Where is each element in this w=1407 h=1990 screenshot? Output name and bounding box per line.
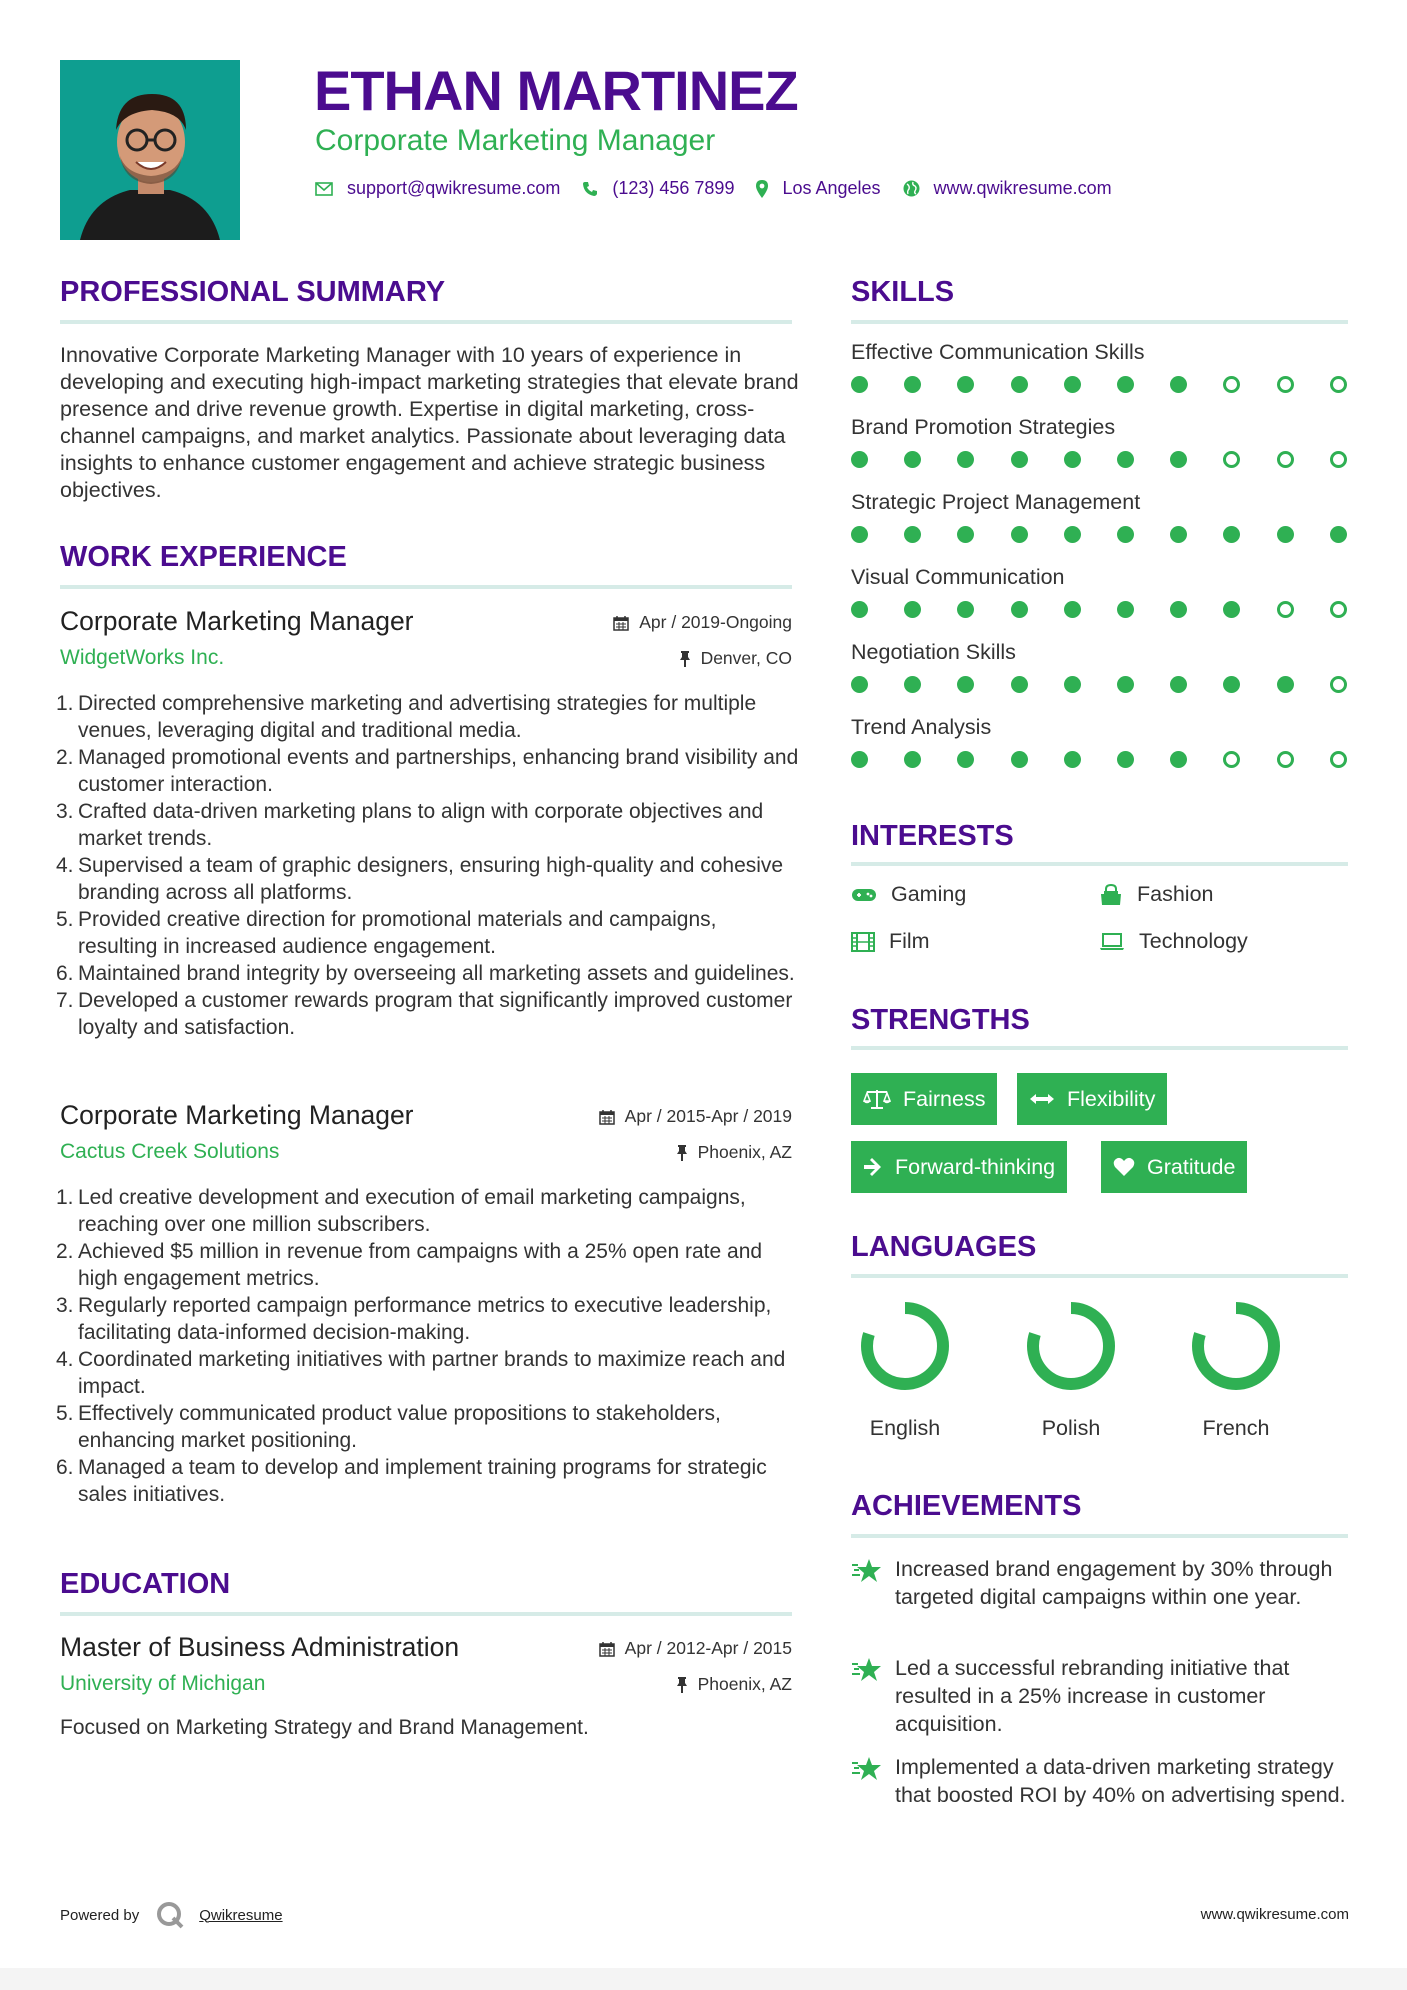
- skill-dot-filled: [957, 601, 974, 618]
- contact-website-text: www.qwikresume.com: [933, 178, 1112, 198]
- language-item: [1181, 1296, 1291, 1441]
- skill-dot-filled: [904, 676, 921, 693]
- skill-name: Brand Promotion Strategies: [851, 415, 1116, 439]
- list-number: 3.: [56, 1294, 74, 1317]
- skill-dot-filled: [1117, 451, 1134, 468]
- list-number: 2.: [56, 746, 74, 769]
- language-label: English: [869, 1416, 941, 1440]
- shopping-bag-icon: [1099, 884, 1123, 906]
- arrow-right-icon: [863, 1158, 883, 1176]
- strength-badge: [851, 1073, 997, 1125]
- school-name: University of Michigan: [60, 1672, 266, 1695]
- list-item: [56, 1454, 800, 1508]
- skill-dot-filled: [957, 451, 974, 468]
- list-text: Developed a customer rewards program that significantly improved customer loyalty and satisfaction.: [78, 989, 793, 1039]
- skill-dot-filled: [1011, 526, 1028, 543]
- page-bottom-band: [0, 1968, 1407, 1990]
- skill-dot-filled: [851, 751, 868, 768]
- list-text: Managed promotional events and partnerships, enhancing brand visibility and customer interaction.: [78, 746, 799, 796]
- list-item: [56, 987, 800, 1041]
- education-entry: [60, 1632, 792, 1762]
- achievement-text: Increased brand engagement by 30% through targeted digital campaigns within one year.: [895, 1557, 1333, 1609]
- skill-rating: [851, 751, 1351, 771]
- list-number: 6.: [56, 962, 74, 985]
- skill-name: Trend Analysis: [851, 715, 992, 739]
- skill-dot-empty: [1277, 376, 1294, 393]
- list-text: Supervised a team of graphic designers, ensuring high-quality and cohesive branding across all platforms.: [78, 854, 784, 904]
- education-location: [676, 1674, 792, 1695]
- candidate-name: ETHAN MARTINEZ: [314, 59, 798, 122]
- strength-badge: [1017, 1073, 1167, 1125]
- skill-dot-filled: [957, 676, 974, 693]
- skill-dot-filled: [1011, 601, 1028, 618]
- list-item: [56, 1184, 800, 1238]
- skill-dot-filled: [851, 526, 868, 543]
- skill-dot-filled: [1064, 451, 1081, 468]
- list-text: Achieved $5 million in revenue from campaigns with a 25% open rate and high engagement metrics.: [78, 1240, 763, 1290]
- calendar-icon: [613, 615, 629, 631]
- skill-dot-filled: [1117, 526, 1134, 543]
- summary-text: Innovative Corporate Marketing Manager with 10 years of experience in developing and executing high-impact marketing strategies that elevate brand presence and drive revenue growth. Expertise in digital marketing, cross-channel campaigns, and market analytics. Passionate about leveraging data insights to enhance customer engagement and achieve strategic business objectives.: [60, 343, 799, 502]
- skills-heading: SKILLS: [851, 276, 955, 308]
- skill-dot-filled: [851, 376, 868, 393]
- list-item: [56, 744, 800, 798]
- achievement-text: Led a successful rebranding initiative that resulted in a 25% increase in customer acquisition.: [895, 1656, 1290, 1736]
- list-number: 6.: [56, 1456, 74, 1479]
- list-number: 7.: [56, 989, 74, 1012]
- strengths-rule: [851, 1046, 1348, 1050]
- interests-heading: INTERESTS: [851, 820, 1014, 852]
- list-number: 1.: [56, 1186, 74, 1209]
- skill-dot-filled: [1277, 676, 1294, 693]
- job-location: [676, 1142, 792, 1163]
- contact-location: [756, 178, 880, 199]
- balance-scale-icon: [863, 1088, 891, 1110]
- education-heading: EDUCATION: [60, 1568, 231, 1600]
- skill-rating: [851, 676, 1351, 696]
- achievements-heading: ACHIEVEMENTS: [851, 1490, 1082, 1522]
- skill-dot-empty: [1330, 376, 1347, 393]
- job-date-text: Apr / 2019-Ongoing: [639, 612, 792, 632]
- skill-name: Negotiation Skills: [851, 640, 1016, 664]
- skill-dot-empty: [1223, 451, 1240, 468]
- interest-label: Film: [889, 929, 930, 953]
- interests-rule: [851, 862, 1348, 866]
- contact-email-text: support@qwikresume.com: [347, 178, 561, 198]
- job-company: WidgetWorks Inc.: [60, 646, 225, 669]
- powered-by-text: Powered by: [60, 1906, 140, 1924]
- skill-dot-filled: [1064, 376, 1081, 393]
- education-description: Focused on Marketing Strategy and Brand Management.: [60, 1716, 589, 1739]
- calendar-icon: [599, 1641, 615, 1657]
- skill-item: [851, 715, 1351, 740]
- skill-dot-filled: [1117, 601, 1134, 618]
- interest-item: [1099, 929, 1248, 954]
- list-text: Directed comprehensive marketing and advertising strategies for multiple venues, leveraging digital and traditional media.: [78, 692, 757, 742]
- language-ring: [1021, 1296, 1121, 1396]
- skill-item: [851, 490, 1351, 515]
- list-text: Managed a team to develop and implement training programs for strategic sales initiatives.: [78, 1456, 767, 1506]
- language-item: [850, 1296, 960, 1441]
- list-item: [56, 1400, 800, 1454]
- skill-dot-filled: [1117, 376, 1134, 393]
- skill-dot-filled: [1223, 526, 1240, 543]
- envelope-icon: [315, 182, 333, 196]
- contact-phone[interactable]: [582, 178, 734, 199]
- gamepad-icon: [851, 887, 877, 903]
- skill-dot-filled: [957, 376, 974, 393]
- list-number: 2.: [56, 1240, 74, 1263]
- list-text: Effectively communicated product value propositions to stakeholders, enhancing market positioning.: [78, 1402, 721, 1452]
- person-avatar-icon: [60, 60, 240, 240]
- map-pin-icon: [756, 180, 768, 198]
- list-number: 3.: [56, 800, 74, 823]
- job-location: [679, 648, 792, 669]
- list-item: [56, 1292, 800, 1346]
- list-number: 4.: [56, 1348, 74, 1371]
- strength-badge: [851, 1141, 1067, 1193]
- skill-dot-filled: [1170, 526, 1187, 543]
- skill-dot-empty: [1277, 601, 1294, 618]
- list-number: 4.: [56, 854, 74, 877]
- skill-item: [851, 415, 1351, 440]
- skill-name: Visual Communication: [851, 565, 1065, 589]
- list-text: Provided creative direction for promotional materials and campaigns, resulting in increased audience engagement.: [78, 908, 717, 958]
- list-number: 1.: [56, 692, 74, 715]
- skill-dot-filled: [1170, 451, 1187, 468]
- list-text: Maintained brand integrity by overseeing all marketing assets and guidelines.: [78, 962, 795, 985]
- skill-dot-filled: [1064, 751, 1081, 768]
- skill-dot-empty: [1223, 751, 1240, 768]
- contact-email[interactable]: [315, 178, 560, 199]
- phone-icon: [582, 181, 598, 197]
- skill-name: Effective Communication Skills: [851, 340, 1145, 364]
- experience-heading: WORK EXPERIENCE: [60, 541, 347, 573]
- strength-label: Fairness: [903, 1086, 986, 1111]
- education-date: [599, 1638, 792, 1659]
- strength-label: Forward-thinking: [895, 1154, 1056, 1179]
- job-company: Cactus Creek Solutions: [60, 1140, 280, 1163]
- list-number: 5.: [56, 908, 74, 931]
- skill-dot-filled: [1064, 676, 1081, 693]
- skill-dot-filled: [1117, 676, 1134, 693]
- list-item: [56, 1238, 800, 1292]
- pushpin-icon: [679, 651, 691, 667]
- skill-dot-filled: [1117, 751, 1134, 768]
- strength-badge: [1101, 1141, 1247, 1193]
- skill-rating: [851, 526, 1351, 546]
- list-item: [56, 852, 800, 906]
- languages-rule: [851, 1274, 1348, 1278]
- job-entry: [56, 606, 799, 1076]
- list-item: [56, 960, 800, 987]
- skill-dot-filled: [1011, 376, 1028, 393]
- contact-bar: [315, 178, 1134, 199]
- interest-item: [851, 882, 966, 907]
- job-date: [613, 612, 792, 633]
- laptop-icon: [1099, 933, 1125, 951]
- education-location-text: Phoenix, AZ: [697, 1674, 792, 1694]
- summary-heading: PROFESSIONAL SUMMARY: [60, 276, 446, 308]
- skill-dot-filled: [904, 601, 921, 618]
- skill-dot-empty: [1330, 451, 1347, 468]
- pushpin-icon: [676, 1677, 688, 1693]
- language-label: Polish: [1041, 1416, 1101, 1440]
- profile-photo: [60, 60, 240, 240]
- list-text: Led creative development and execution of email marketing campaigns, reaching over one million subscribers.: [78, 1186, 746, 1236]
- skill-item: [851, 565, 1351, 590]
- arrows-horizontal-icon: [1029, 1093, 1055, 1105]
- strengths-heading: STRENGTHS: [851, 1004, 1030, 1036]
- skill-dot-filled: [1223, 601, 1240, 618]
- job-location-text: Denver, CO: [700, 648, 792, 668]
- language-ring: [855, 1296, 955, 1396]
- interest-label: Gaming: [891, 882, 967, 906]
- heart-icon: [1113, 1157, 1135, 1177]
- list-number: 5.: [56, 1402, 74, 1425]
- skill-rating: [851, 601, 1351, 621]
- education-rule: [60, 1612, 792, 1616]
- skill-dot-filled: [1170, 376, 1187, 393]
- skill-dot-filled: [1011, 451, 1028, 468]
- star-achievement-icon: [851, 1557, 883, 1585]
- skills-rule: [851, 320, 1348, 324]
- skill-dot-filled: [1170, 751, 1187, 768]
- languages-heading: LANGUAGES: [851, 1231, 1037, 1263]
- skill-dot-empty: [1330, 676, 1347, 693]
- interest-label: Fashion: [1137, 882, 1214, 906]
- film-icon: [851, 932, 875, 952]
- job-bullets: [56, 690, 800, 1041]
- achievement-item: [851, 1555, 1351, 1645]
- skill-dot-filled: [851, 601, 868, 618]
- skill-dot-filled: [1064, 601, 1081, 618]
- qwikresume-logo-icon: [155, 1900, 185, 1930]
- interest-label: Technology: [1139, 929, 1248, 953]
- skill-rating: [851, 376, 1351, 396]
- list-item: [56, 1346, 800, 1400]
- interest-item: [1099, 882, 1214, 907]
- summary-rule: [60, 320, 792, 324]
- skill-dot-empty: [1223, 376, 1240, 393]
- list-item: [56, 906, 800, 960]
- skill-dot-filled: [904, 376, 921, 393]
- achievements-rule: [851, 1534, 1348, 1538]
- skill-dot-filled: [1170, 601, 1187, 618]
- skill-dot-filled: [1223, 676, 1240, 693]
- skill-dot-empty: [1277, 751, 1294, 768]
- brand-link[interactable]: Qwikresume: [199, 1906, 283, 1924]
- list-text: Coordinated marketing initiatives with partner brands to maximize reach and impact.: [78, 1348, 786, 1398]
- skill-rating: [851, 451, 1351, 471]
- contact-location-text: Los Angeles: [782, 178, 881, 198]
- list-item: [56, 690, 800, 744]
- star-achievement-icon: [851, 1755, 883, 1783]
- skill-dot-filled: [1011, 751, 1028, 768]
- contact-website[interactable]: [903, 178, 1112, 199]
- skill-dot-empty: [1330, 601, 1347, 618]
- job-entry: [56, 1100, 792, 1520]
- job-title: Corporate Marketing Manager: [60, 1100, 414, 1130]
- skill-dot-filled: [904, 751, 921, 768]
- job-location-text: Phoenix, AZ: [697, 1142, 792, 1162]
- experience-rule: [60, 585, 792, 589]
- job-date-text: Apr / 2015-Apr / 2019: [624, 1106, 792, 1126]
- skill-dot-filled: [957, 751, 974, 768]
- job-title: Corporate Marketing Manager: [60, 606, 414, 636]
- skill-dot-filled: [1170, 676, 1187, 693]
- strength-label: Gratitude: [1147, 1154, 1236, 1179]
- achievement-item: [851, 1654, 1351, 1744]
- skill-dot-empty: [1277, 451, 1294, 468]
- achievement-text: Implemented a data-driven marketing strategy that boosted ROI by 40% on advertising spend.: [895, 1755, 1346, 1807]
- language-label: French: [1202, 1416, 1270, 1440]
- list-text: Regularly reported campaign performance metrics to executive leadership, facilitating data-informed decision-making.: [78, 1294, 772, 1344]
- interest-item: [851, 929, 930, 954]
- candidate-title: Corporate Marketing Manager: [315, 124, 716, 157]
- pushpin-icon: [676, 1145, 688, 1161]
- footer-website[interactable]: www.qwikresume.com: [1200, 1906, 1349, 1923]
- language-item: [1016, 1296, 1126, 1441]
- job-bullets: [56, 1184, 800, 1508]
- skill-dot-filled: [1330, 526, 1347, 543]
- skill-name: Strategic Project Management: [851, 490, 1141, 514]
- skill-dot-empty: [1330, 751, 1347, 768]
- education-date-text: Apr / 2012-Apr / 2015: [624, 1638, 792, 1658]
- footer-powered-by: [60, 1900, 283, 1930]
- degree-title: Master of Business Administration: [60, 1632, 460, 1662]
- strength-label: Flexibility: [1067, 1086, 1156, 1111]
- skill-dot-filled: [904, 451, 921, 468]
- language-ring: [1186, 1296, 1286, 1396]
- job-date: [599, 1106, 792, 1127]
- skill-dot-filled: [1277, 526, 1294, 543]
- skill-item: [851, 340, 1351, 365]
- skill-item: [851, 640, 1351, 665]
- list-text: Crafted data-driven marketing plans to align with corporate objectives and market trends.: [78, 800, 764, 850]
- skill-dot-filled: [957, 526, 974, 543]
- contact-phone-text: (123) 456 7899: [612, 178, 735, 198]
- skill-dot-filled: [851, 451, 868, 468]
- skill-dot-filled: [904, 526, 921, 543]
- star-achievement-icon: [851, 1656, 883, 1684]
- skill-dot-filled: [1011, 676, 1028, 693]
- achievement-item: [851, 1753, 1351, 1843]
- skill-dot-filled: [851, 676, 868, 693]
- list-item: [56, 798, 800, 852]
- skill-dot-filled: [1064, 526, 1081, 543]
- globe-icon: [903, 180, 920, 197]
- calendar-icon: [599, 1109, 615, 1125]
